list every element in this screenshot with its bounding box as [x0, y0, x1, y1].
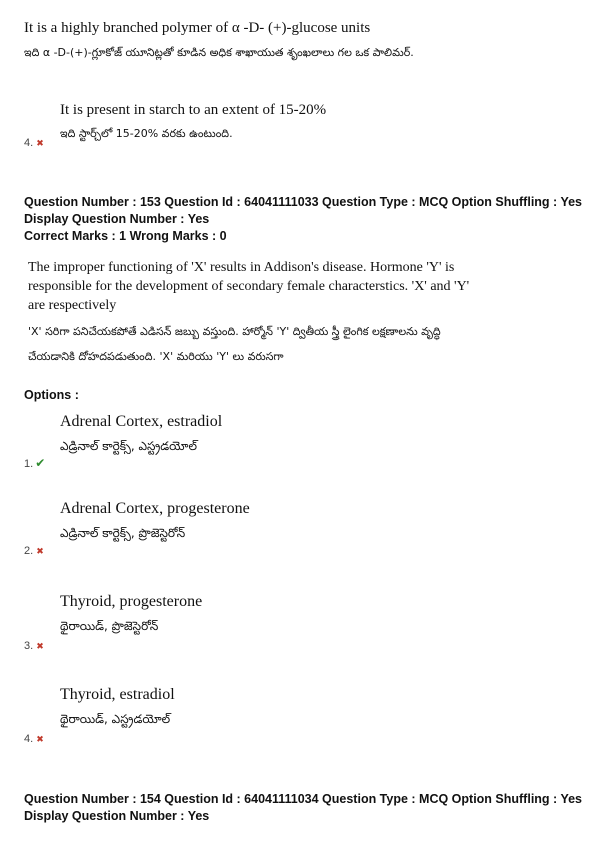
prev-option-text-te: ఇది α -D-(+)-గ్లూకోజ్ యూనిట్లతో కూడిన అధిక శాఖాయుత శృంఖలాలు గల ఒక పాలిమర్. [24, 46, 414, 59]
wrong-icon: ✖ [36, 546, 44, 556]
prev-option4-number: 4. ✖ [24, 137, 44, 149]
question-stem-en-line2: responsible for the development of secondary female characterstics. 'X' and 'Y' [28, 279, 470, 294]
question-header: Question Number : 154 Question Id : 64041111034 Question Type : MCQ Option Shuffling : Yes [24, 792, 582, 806]
display-question-number: Display Question Number : Yes [24, 809, 210, 823]
option-1-text-en: Adrenal Cortex, estradiol [60, 413, 223, 430]
wrong-icon: ✖ [36, 138, 44, 148]
option-1-number: 1. ✔ [24, 456, 46, 470]
prev-option4-text-te: ఇది స్టార్చ్‌లో 15-20% వరకు ఉంటుంది. [60, 127, 233, 140]
question-stem-en-line1: The improper functioning of 'X' results in Addison's disease. Hormone 'Y' is [28, 260, 455, 275]
option-3-text-en: Thyroid, progesterone [60, 593, 203, 610]
option-4-text-te: థైరాయిడ్, ఎస్ట్రడయోల్ [60, 712, 171, 726]
option-4-text-en: Thyroid, estradiol [60, 686, 175, 703]
question-header: Question Number : 153 Question Id : 64041111033 Question Type : MCQ Option Shuffling : Yes [24, 195, 582, 209]
prev-option-text-en: It is a highly branched polymer of α -D- (+)-glucose units [24, 20, 371, 36]
option-1-text-te: ఎడ్రినాల్ కార్టెక్స్, ఎస్ట్రడయోల్ [60, 439, 197, 453]
question-stem-te-line2: చేయడానికి దోహదపడుతుంది. 'X' మరియు 'Y' లు వరుసగా [28, 350, 284, 363]
marks-info: Correct Marks : 1 Wrong Marks : 0 [24, 229, 227, 243]
question-stem-en-line3: are respectively [28, 298, 117, 313]
option-3-number: 3. ✖ [24, 640, 44, 652]
option-2-text-en: Adrenal Cortex, progesterone [60, 500, 250, 517]
option-4-number: 4. ✖ [24, 733, 44, 745]
display-question-number: Display Question Number : Yes [24, 212, 210, 226]
prev-option4-text-en: It is present in starch to an extent of 15-20% [60, 102, 327, 118]
option-2-text-te: ఎడ్రినాల్ కార్టెక్స్, ప్రొజెస్టెరోన్ [60, 526, 186, 540]
question-stem-te-line1: 'X' సరిగా పనిచేయకపోతే ఎడిసన్ జబ్బు వస్తుంది. హార్మోన్ 'Y' ద్వితీయ స్త్రీ లైంగిక లక్షణాలను వృద్ధి [28, 325, 441, 338]
option-3-text-te: థైరాయిడ్, ప్రొజెస్టెరోన్ [60, 619, 159, 633]
option-2-number: 2. ✖ [24, 545, 44, 557]
wrong-icon: ✖ [36, 734, 44, 744]
wrong-icon: ✖ [36, 641, 44, 651]
correct-icon: ✔ [35, 456, 46, 470]
options-label: Options : [24, 388, 79, 402]
